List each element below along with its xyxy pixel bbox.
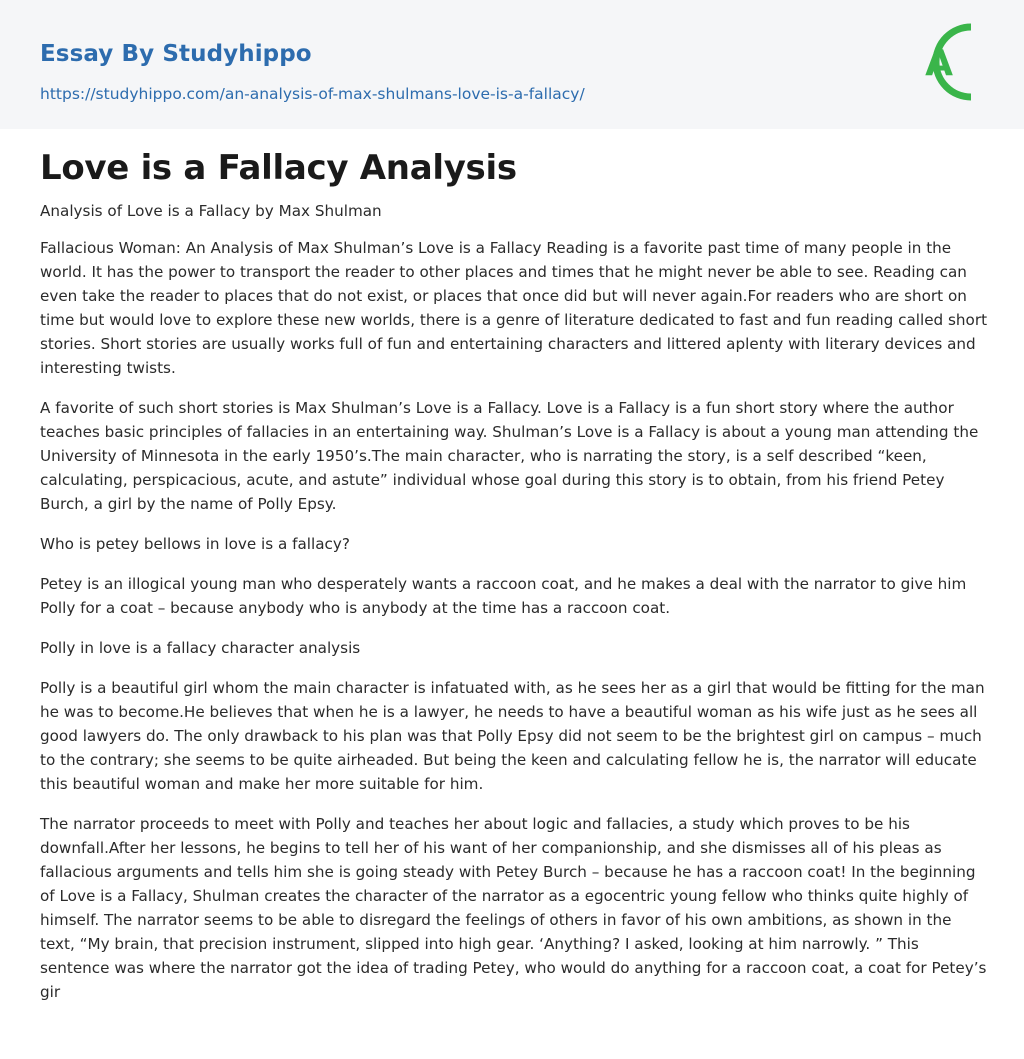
heading-petey: Who is petey bellows in love is a fallacy? [40,535,350,553]
studyhippo-logo-icon[interactable] [912,18,986,106]
page-title: Love is a Fallacy Analysis [40,148,517,188]
essay-url-link[interactable]: https://studyhippo.com/an-analysis-of-max-shulmans-love-is-a-fallacy/ [40,85,585,103]
paragraph-summary: A favorite of such short stories is Max Shulman’s Love is a Fallacy. Love is a Fallacy is a fun short story where the author teaches basic principles of fallacies in an entertaining way. Shulman’s Love is a Fallacy is about a young man attending the University of Minnesota in the early 1950’s.The main character, who is narrating the story, is a self described “keen, calculating, perspicacious, acute, and astute” individual whose goal during this story is to obtain, from his friend Petey Burch, a girl by the name of Polly Epsy. [40,399,979,513]
heading-polly: Polly in love is a fallacy character analysis [40,639,361,657]
logo-letter: A [925,43,953,84]
page-subtitle: Analysis of Love is a Fallacy by Max Shulman [40,202,382,220]
paragraph-narrator: The narrator proceeds to meet with Polly and teaches her about logic and fallacies, a study which proves to be his downfall.After her lessons, he begins to tell her of his want of her companionship, and she dismisses all of his pleas as fallacious arguments and tells him she is going steady with Petey Burch – because he has a raccoon coat! In the beginning of Love is a Fallacy, Shulman creates the character of the narrator as a egocentric young fellow who thinks quite highly of himself. The narrator seems to be able to disregard the feelings of others in favor of his own ambitions, as shown in the text, “My brain, that precision instrument, slipped into high gear. ‘Anything? I asked, looking at him narrowly. ” This sentence was where the narrator got the idea of trading Petey, who would do anything for a raccoon coat, a coat for Petey’s gir [40,815,987,1001]
paragraph-petey: Petey is an illogical young man who desperately wants a raccoon coat, and he makes a deal with the narrator to give him Polly for a coat – because anybody who is anybody at the time has a raccoon coat. [40,575,967,617]
paragraph-polly: Polly is a beautiful girl whom the main character is infatuated with, as he sees her as a girl that would be fitting for the man he was to become.He believes that when he is a lawyer, he needs to have a beautiful woman as his wife just as he sees all good lawyers do. The only drawback to his plan was that Polly Epsy did not seem to be the brightest girl on campus – much to the contrary; she seems to be quite airheaded. But being the keen and calculating fellow he is, the narrator will educate this beautiful woman and make her more suitable for him. [40,679,985,793]
site-header [0,0,1024,129]
site-brand[interactable]: Essay By Studyhippo [40,41,312,67]
article [40,142,988,1004]
paragraph-intro: Fallacious Woman: An Analysis of Max Shulman’s Love is a Fallacy Reading is a favorite past time of many people in the world. It has the power to transport the reader to other places and times that he might never be able to see. Reading can even take the reader to places that do not exist, or places that once did but will never again.For readers who are short on time but would love to explore these new worlds, there is a genre of literature dedicated to fast and fun reading called short stories. Short stories are usually works full of fun and entertaining characters and littered aplenty with literary devices and interesting twists. [40,239,988,377]
